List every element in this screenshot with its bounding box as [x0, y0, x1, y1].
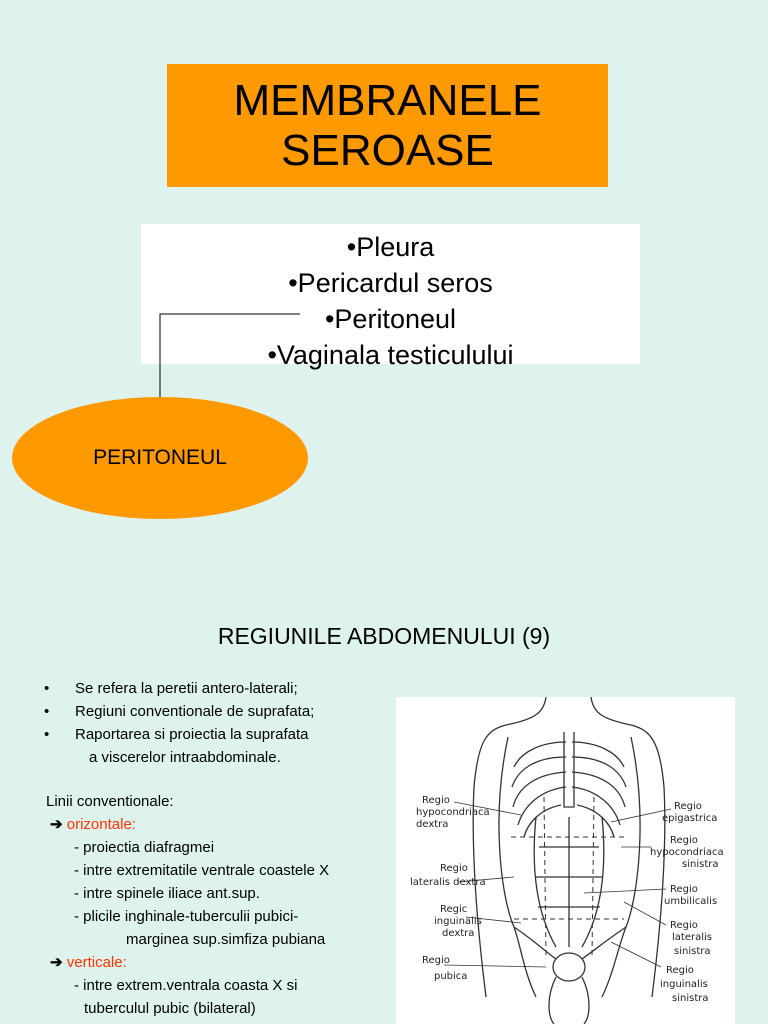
title-line-2: SEROASE	[281, 125, 494, 175]
horizontal-line-4: - plicile inghinale-tuberculii pubici-	[74, 908, 299, 925]
horizontal-line-2: - intre extremitatile ventrale coastele X	[74, 862, 330, 879]
horizontal-line-1: - proiectia diafragmei	[74, 839, 215, 856]
arrow-right-icon: ➔	[50, 816, 63, 833]
horizontal-line-4-cont: marginea sup.simfiza pubiana	[126, 931, 326, 948]
title-line-1: MEMBRANELE	[233, 75, 542, 125]
label-lateralis-sinistra: Regio lateralis sinistra	[670, 920, 712, 957]
bullet-dot: •	[44, 726, 50, 743]
horizontal-label: orizontale:	[66, 816, 136, 833]
title-box	[167, 64, 608, 187]
peritoneum-ellipse	[12, 397, 308, 519]
bullet-list	[44, 677, 404, 769]
bullet-text-continuation: a viscerelor intraabdominale.	[89, 749, 281, 766]
bullet-text: Regiuni conventionale de suprafata;	[75, 703, 315, 720]
list-item-peritoneu: •Peritoneul	[324, 304, 457, 334]
vertical-line-2: tuberculul pubic (bilateral)	[84, 1000, 256, 1017]
bullet-item	[44, 723, 404, 769]
serous-membranes-list	[141, 224, 640, 370]
list-item-vaginala: •Vaginala testiculului	[267, 340, 514, 370]
label-inguinalis-sinistra: Regio inguinalis sinistra	[660, 965, 709, 1004]
bullet-dot: •	[44, 680, 50, 697]
horizontal-heading	[46, 813, 406, 836]
label-hypocondriaca-dextra: Regio hypocondriaca dextra	[416, 795, 490, 830]
abdomen-regions-figure	[396, 697, 735, 1024]
conventional-lines	[46, 790, 406, 1020]
lines-heading: Linii conventionale:	[46, 793, 174, 810]
list-item-pleura: •Pleura	[346, 232, 435, 262]
abdomen-illustration	[396, 697, 735, 1024]
bullet-dot: •	[44, 703, 50, 720]
section-title: REGIUNILE ABDOMENULUI (9)	[217, 623, 551, 649]
label-umbilicalis: Regio umbilicalis	[664, 884, 718, 907]
horizontal-line-3: - intre spinele iliace ant.sup.	[74, 885, 260, 902]
list-item-pericard: •Pericardul seros	[288, 268, 493, 298]
label-pubica: Regio pubica	[422, 955, 468, 982]
label-inguinalis-dextra: Regic inguinalis dextra	[434, 904, 482, 939]
bullet-item	[44, 700, 404, 723]
label-epigastrica: Regio epigastrica	[662, 801, 718, 824]
label-lateralis-dextra: Regio lateralis dextra	[410, 863, 486, 888]
bullet-text: Raportarea si proiectia la suprafata	[75, 726, 309, 743]
label-hypocondriaca-sinistra: Regio hypocondriaca sinistra	[650, 835, 724, 870]
ellipse-label: PERITONEUL	[93, 446, 227, 469]
bullet-item	[44, 677, 404, 700]
vertical-label: verticale:	[66, 954, 127, 971]
bullet-text: Se refera la peretii antero-laterali;	[75, 680, 298, 697]
vertical-heading	[46, 951, 406, 974]
vertical-line-1: - intre extrem.ventrala coasta X si	[74, 977, 298, 994]
arrow-right-icon: ➔	[50, 954, 63, 971]
